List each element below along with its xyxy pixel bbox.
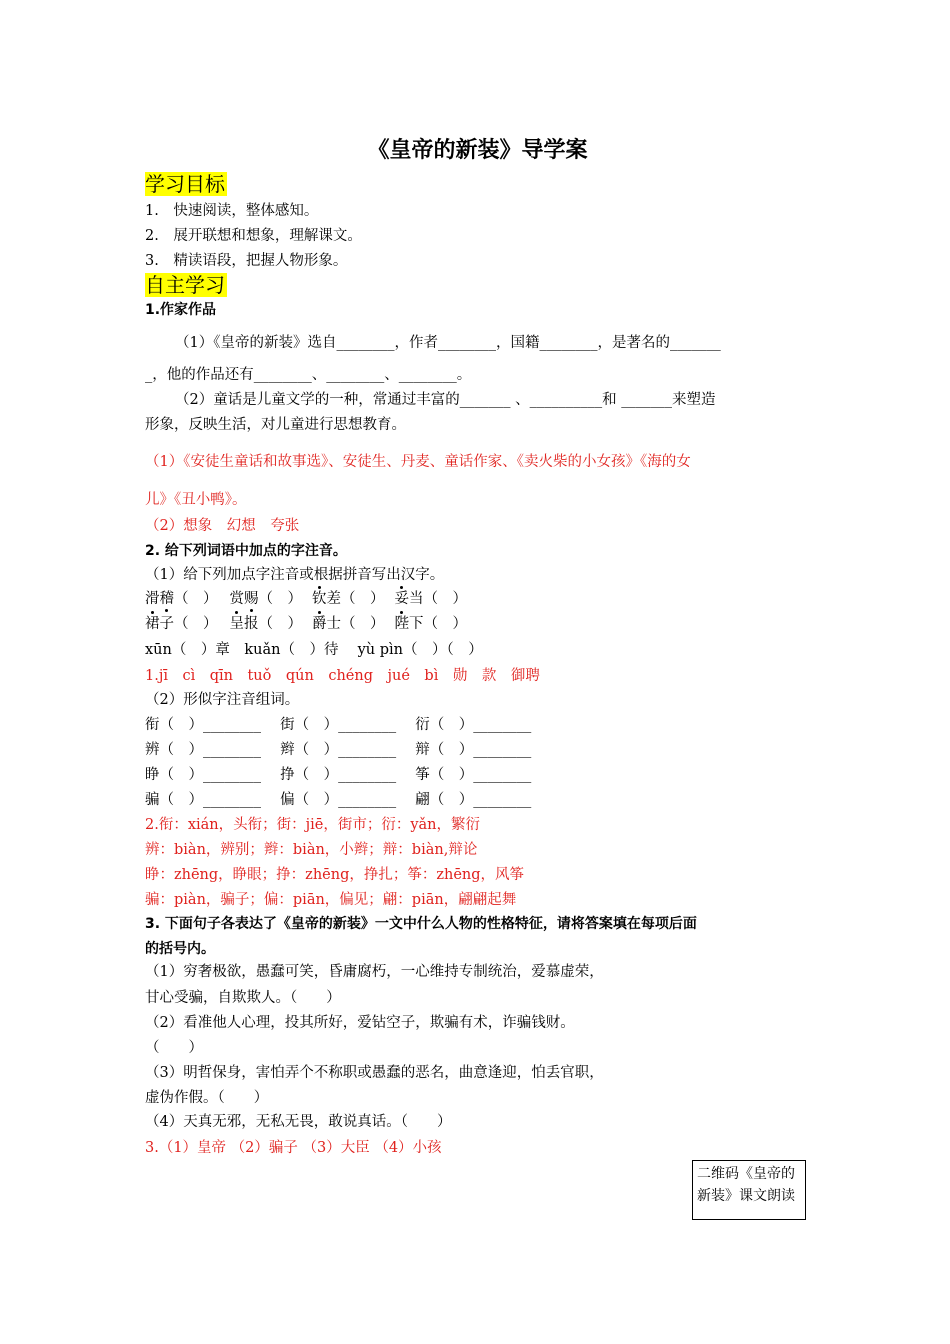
- q3-line: 虚伪作假。（ ）: [145, 1090, 269, 1106]
- q2-heading: 2. 给下列词语中加点的字注音。: [145, 543, 347, 559]
- similar-char-row: 衔（ ）________ 街（ ）________ 衍（ ）________: [145, 717, 532, 733]
- q1-line: （2）童话是儿童文学的一种，常通过丰富的_______ 、__________和 _______来塑造: [175, 392, 716, 408]
- q2-answer: 辨：biàn，辨别；辫：biàn，小辫；辩：biàn,辩论: [145, 842, 478, 858]
- section-self-study: 自主学习: [145, 273, 225, 297]
- q2-answer: 1.jī cì qīn tuǒ qún chéng jué bì 勋 款 御聘: [145, 668, 540, 684]
- q2-answer: 睁：zhēng，睁眼；挣：zhēng，挣扎；筝：zhēng，风筝: [145, 867, 525, 883]
- q1-answer: 儿》《丑小鸭》。: [145, 492, 247, 508]
- similar-char-row: 睁（ ）________ 挣（ ）________ 筝（ ）________: [145, 767, 532, 783]
- qr-code-box: 二维码《皇帝的新装》课文朗读: [692, 1160, 806, 1220]
- similar-char-row: 骗（ ）________ 偏（ ）________ 翩（ ）________: [145, 792, 532, 808]
- q1-answer: （2）想象 幻想 夸张: [145, 518, 300, 534]
- q3-line: （4）天真无邪，无私无畏，敢说真话。（ ）: [145, 1114, 452, 1130]
- q3-line: 甘心受骗，自欺欺人。（ ）: [145, 990, 341, 1006]
- q1-line: （1）《皇帝的新装》选自________，作者________，国籍________，是著名的_______: [175, 335, 721, 351]
- q1-heading: 1.作家作品: [145, 302, 217, 318]
- goal-item: 3. 精读语段，把握人物形象。: [145, 253, 348, 269]
- section-learning-goals: 学习目标: [145, 172, 225, 196]
- goal-item: 1. 快速阅读，整体感知。: [145, 203, 319, 219]
- pinyin-row: 滑稽（ ） 赏赐（ ） 钦差（ ） 妥当（ ）: [145, 591, 467, 607]
- q2-sub: （2）形似字注音组词。: [145, 692, 300, 708]
- q3-answer: 3.（1）皇帝 （2）骗子 （3）大臣 （4）小孩: [145, 1140, 442, 1156]
- q2-answer: 2.衔：xián，头衔；街：jiē，街市；衍：yǎn，繁衍: [145, 817, 481, 833]
- pinyin-row: xūn（ ）章 kuǎn（ ）待 yù pìn（ ）（ ）: [145, 642, 483, 658]
- q2-sub: （1）给下列加点字注音或根据拼音写出汉字。: [145, 567, 445, 583]
- q3-heading: 3. 下面句子各表达了《皇帝的新装》一文中什么人物的性格特征，请将答案填在每项后面: [145, 916, 697, 932]
- q1-answer: （1）《安徒生童话和故事选》、安徒生、丹麦、童话作家、《卖火柴的小女孩》《海的女: [145, 454, 691, 470]
- q1-line: 形象，反映生活，对儿童进行思想教育。: [145, 417, 406, 433]
- q3-line: （1）穷奢极欲，愚蠢可笑，昏庸腐朽，一心维持专制统治，爱慕虚荣，: [145, 964, 604, 980]
- q3-line: （2）看准他人心理，投其所好，爱钻空子，欺骗有术，诈骗钱财。: [145, 1015, 575, 1031]
- q3-line: （ ）: [145, 1040, 203, 1056]
- q1-line: _，他的作品还有________、________、________。: [145, 367, 472, 383]
- q3-heading: 的括号内。: [145, 941, 215, 957]
- q3-line: （3）明哲保身，害怕弄个不称职或愚蠢的恶名，曲意逢迎，怕丢官职，: [145, 1065, 604, 1081]
- q2-answer: 骗：piàn，骗子；偏：piān，偏见；翩：piān，翩翩起舞: [145, 892, 517, 908]
- similar-char-row: 辨（ ）________ 辫（ ）________ 辩（ ）________: [145, 742, 532, 758]
- page-title: 《皇帝的新装》导学案: [367, 138, 588, 163]
- goal-item: 2. 展开联想和想象，理解课文。: [145, 228, 362, 244]
- pinyin-row: 裙子（ ） 呈报（ ） 爵士（ ） 陛下（ ）: [145, 616, 467, 632]
